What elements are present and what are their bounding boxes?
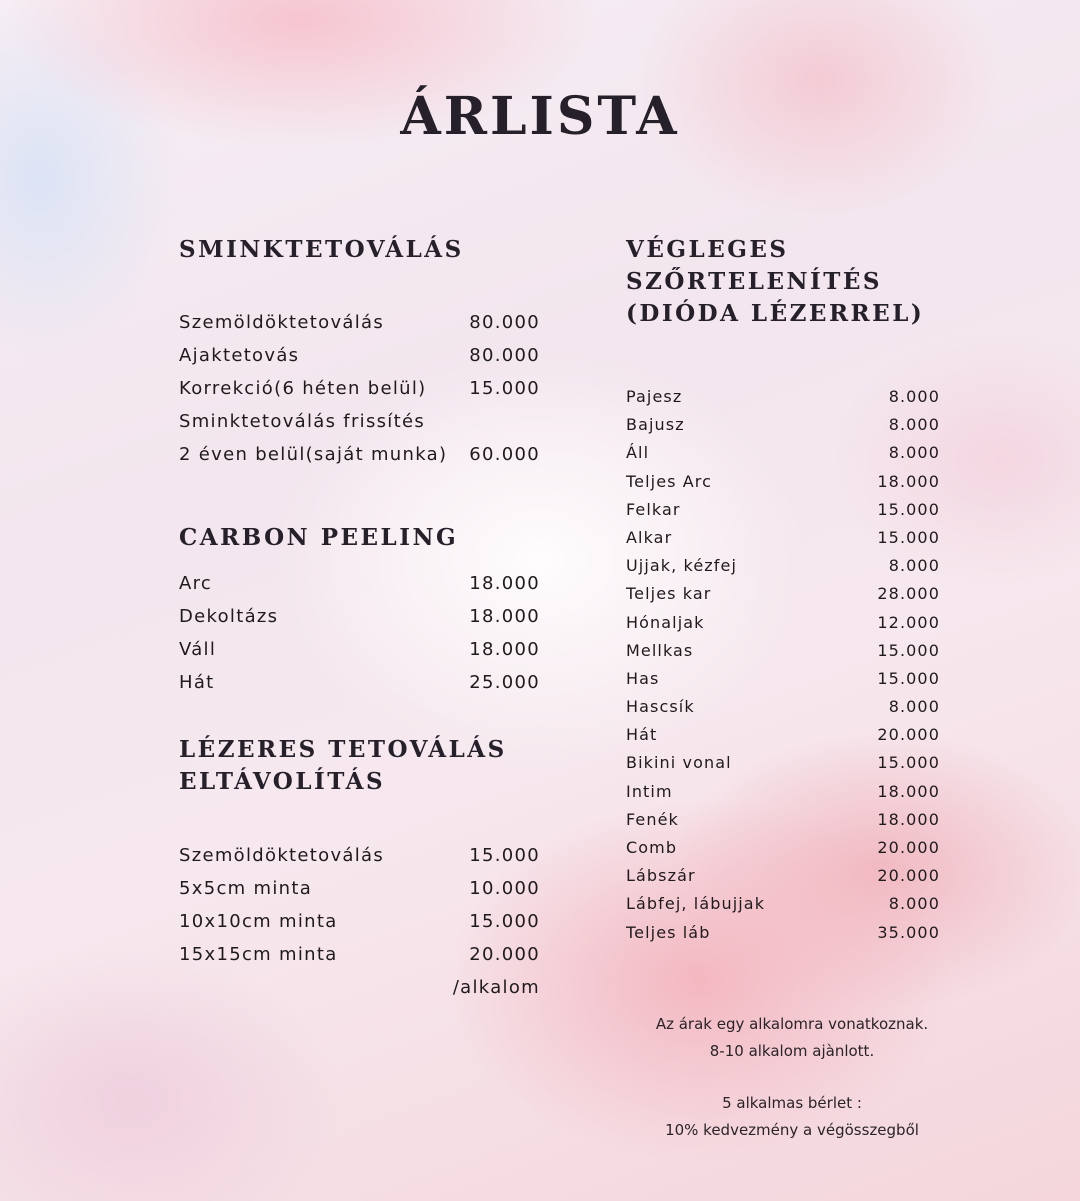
item-price: 18.000 [877, 471, 940, 491]
section-title-line: SZŐRTELENÍTÉS [626, 268, 883, 295]
section-title-szortelenites [626, 234, 924, 330]
item-name: Lábszár [626, 866, 696, 886]
item-name: Korrekció(6 héten belül) [179, 378, 427, 399]
item-name: Teljes kar [626, 584, 712, 604]
list-item [626, 725, 940, 753]
item-price: 8.000 [888, 556, 940, 576]
item-name: Sminktetoválás frissítés [179, 411, 426, 432]
item-price: 20.000 [469, 944, 540, 965]
item-name: Szemöldöktetoválás [179, 845, 385, 866]
item-price: 25.000 [469, 672, 540, 693]
item-name: Arc [179, 573, 213, 594]
list-item [626, 613, 940, 641]
item-name: Ujjak, kézfej [626, 556, 738, 576]
list-item [626, 753, 940, 781]
list-item [179, 977, 540, 1010]
section-title-line: (DIÓDA LÉZERREL) [626, 300, 925, 327]
note-line: 10% kedvezmény a végösszegből [665, 1121, 919, 1139]
szortelenites-price-list [626, 387, 940, 951]
list-item [179, 444, 540, 477]
item-price: 15.000 [877, 640, 940, 660]
page-title: ÁRLISTA [400, 86, 680, 147]
item-name: Bajusz [626, 415, 685, 435]
list-item [626, 810, 940, 838]
list-item [626, 443, 940, 471]
item-price: 20.000 [877, 866, 940, 886]
item-name: 2 éven belül(saját munka) [179, 444, 448, 465]
section-title-line: VÉGLEGES [626, 236, 789, 263]
section-title-line: ELTÁVOLÍTÁS [179, 768, 386, 795]
item-name: Váll [179, 639, 217, 660]
item-name: Dekoltázs [179, 606, 279, 627]
item-price: 12.000 [877, 612, 940, 632]
item-price: 20.000 [877, 838, 940, 857]
item-name: 10x10cm minta [179, 911, 338, 932]
item-price-unit: /alkalom [452, 977, 540, 998]
note-line: 5 alkalmas bérlet : [722, 1094, 862, 1112]
item-price: 15.000 [877, 668, 940, 688]
item-price: 80.000 [469, 345, 540, 366]
item-price: 18.000 [877, 809, 940, 829]
list-item [626, 697, 940, 725]
item-name: Mellkas [626, 640, 694, 660]
list-item [626, 556, 940, 584]
list-item [626, 838, 940, 866]
item-price: 80.000 [469, 312, 540, 333]
item-name: Fenék [626, 809, 679, 829]
pricing-note [592, 1011, 992, 1065]
item-price: 8.000 [888, 415, 940, 435]
item-name: Ajaktetovás [179, 345, 300, 366]
list-item [626, 415, 940, 443]
list-item [626, 528, 940, 556]
list-item [626, 500, 940, 528]
item-price: 18.000 [469, 606, 540, 627]
section-title-line: LÉZERES TETOVÁLÁS [179, 736, 507, 763]
item-name: 5x5cm minta [179, 878, 313, 899]
item-name: Has [626, 668, 660, 688]
list-item [626, 669, 940, 697]
item-price: 8.000 [888, 443, 940, 463]
list-item [626, 866, 940, 894]
list-item [626, 894, 940, 922]
item-name: Szemöldöktetoválás [179, 312, 385, 333]
item-price: 8.000 [888, 697, 940, 717]
item-name: Hát [626, 725, 658, 745]
item-name: Hascsík [626, 697, 695, 717]
item-name: Teljes Arc [626, 471, 713, 491]
list-item [179, 573, 540, 606]
item-price: 60.000 [469, 444, 540, 465]
list-item [179, 639, 540, 672]
item-name: Comb [626, 838, 678, 857]
item-price: 35.000 [877, 922, 940, 942]
list-item [179, 944, 540, 977]
item-price: 15.000 [877, 499, 940, 519]
item-name: Felkar [626, 499, 681, 519]
list-item [179, 312, 540, 345]
list-item [626, 641, 940, 669]
item-price: 18.000 [469, 573, 540, 594]
item-price: 15.000 [469, 378, 540, 399]
item-name: Bikini vonal [626, 753, 732, 773]
item-name: Alkar [626, 527, 673, 547]
list-item [179, 411, 540, 444]
item-price: 15.000 [877, 527, 940, 547]
item-price: 10.000 [469, 878, 540, 899]
pass-discount-note [592, 1090, 992, 1144]
item-name: Teljes láb [626, 922, 711, 942]
item-price: 15.000 [469, 911, 540, 932]
lezeres-price-list [179, 845, 540, 1010]
list-item [179, 606, 540, 639]
list-item [626, 584, 940, 612]
list-item [626, 472, 940, 500]
note-line: 8-10 alkalom ajànlott. [709, 1042, 875, 1060]
list-item [626, 387, 940, 415]
list-item [179, 845, 540, 878]
list-item [626, 923, 940, 951]
carbon-peeling-price-list [179, 573, 540, 705]
note-line: Az árak egy alkalomra vonatkoznak. [655, 1015, 929, 1033]
item-name: Hónaljak [626, 612, 705, 632]
list-item [179, 672, 540, 705]
item-name: Lábfej, lábujjak [626, 894, 766, 914]
item-name: Hát [179, 672, 215, 693]
item-price: 15.000 [469, 845, 540, 866]
item-price: 18.000 [877, 781, 940, 801]
item-price: 18.000 [469, 639, 540, 660]
list-item [179, 378, 540, 411]
section-title-sminktetovalas: SMINKTETOVÁLÁS [179, 236, 464, 263]
item-name: 15x15cm minta [179, 944, 338, 965]
item-price: 8.000 [888, 894, 940, 914]
item-name: Pajesz [626, 387, 683, 406]
list-item [179, 878, 540, 911]
section-title-lezeres-tetovalas [179, 734, 507, 798]
list-item [179, 911, 540, 944]
item-price: 28.000 [877, 584, 940, 604]
item-price: 20.000 [877, 725, 940, 745]
list-item [179, 345, 540, 378]
section-title-carbon-peeling: CARBON PEELING [179, 524, 459, 551]
item-name: Áll [626, 443, 650, 463]
list-item [626, 782, 940, 810]
item-name: Intim [626, 781, 673, 801]
item-price: 15.000 [877, 753, 940, 773]
sminktetovalas-price-list [179, 312, 540, 477]
item-price: 8.000 [888, 387, 940, 406]
